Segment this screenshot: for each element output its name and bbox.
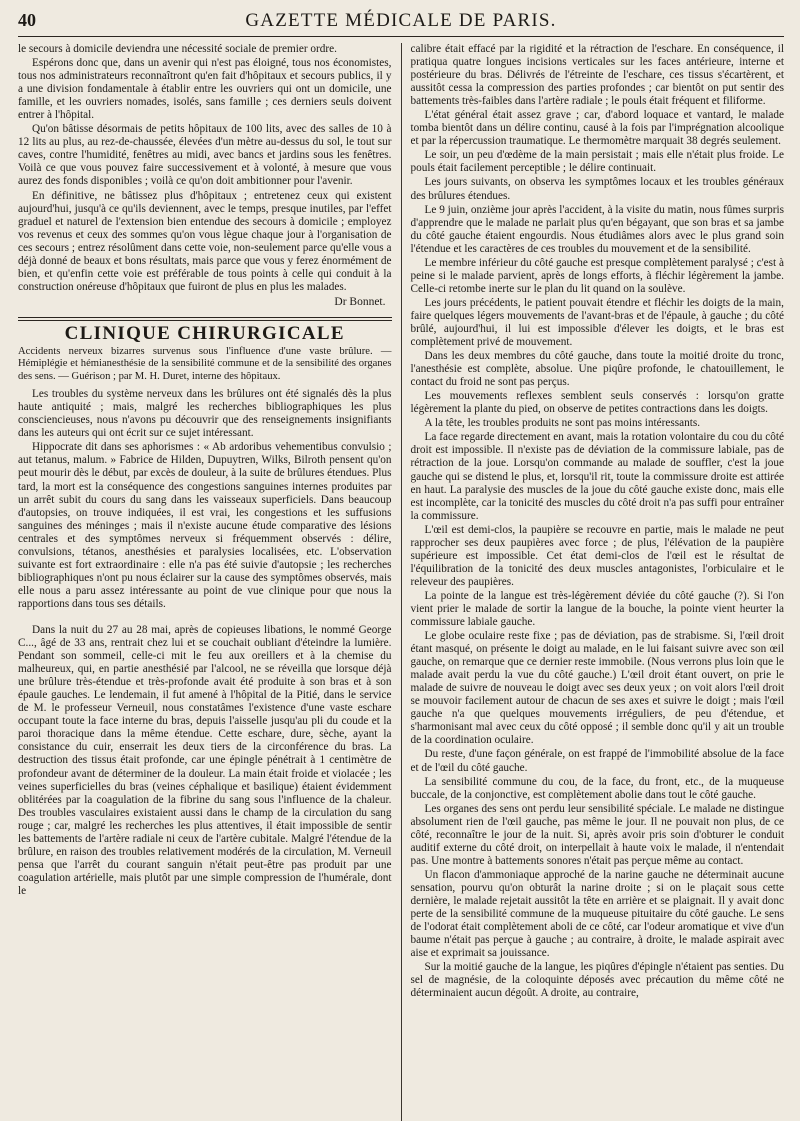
paragraph: L'état général était assez grave ; car, d'abord loquace et vantard, le malade tomba bientôt dans un délire continu, causé à la fois par l'imprégnation alcoolique et par la répercussion traumatique. Le thermomètre marquait 38 degrés seulement. xyxy=(410,109,784,148)
paragraph: Espérons donc que, dans un avenir qui n'est pas éloigné, tous nos économistes, tous nos administrateurs reconnaîtront qu'en fait d'hôpitaux et secours publics, il y a une division fondamentale à établir entre les ouvriers qui ont un domicile, une famille, et les ouvriers nomades, isolés, sans famille ; ces derniers seuls doivent entrer à l'hôpital. xyxy=(18,57,392,122)
paragraph: Dans la nuit du 27 au 28 mai, après de copieuses libations, le nommé George C..., âgé de 33 ans, rentrait chez lui et se couchait oubliant d'éteindre la lumière. Pendant son sommeil, celle-ci mit le feu aux oreillers et à la chemise du malheureux, qui, en partie anesthésié par l'alcool, ne se réveilla que lorsque déjà une brûlure très-étendue et très-profonde avait été produite à son bras et à son épaule gauches. Le lendemain, il fut amené à l'hôpital de la Pitié, dans le service de M. le professeur Verneuil, nous constatâmes l'existence d'une vaste eschare occupant toute la face interne du bras, depuis l'aisselle jusqu'au pli du coude et la paroi thoracique dans la même étendue. Cette eschare, dure, sèche, ayant la consistance du cuir, enserrait les deux tiers de la circonférence du bras. La destruction des tissus était profonde, car une épingle pénétrait à 1 centimètre de profondeur avant de déterminer de la douleur. La main était froide et violacée ; les veines superficielles du bras (veines céphalique et basilique) étaient évidemment oblitérées par la coagulation de la fibrine du sang sous l'influence de la chaleur. Des troubles vasculaires existaient aussi dans le champ de la circulation du sang rouge ; car, malgré les recherches les plus attentives, il était impossible de sentir les battements de l'artère radiale ni ceux de l'artère cubitale. Malgré l'étendue de la brûlure, en raison des troubles relativement modérés de la circulation, M. Verneuil pensa que l'arrêt du courant sanguin n'était peut-être pas produit par une coagulation artérielle, mais plutôt par une simple compression de l'humérale, dont le xyxy=(18,624,392,897)
section-title: CLINIQUE CHIRURGICALE xyxy=(64,322,345,344)
paragraph: le secours à domicile deviendra une nécessité sociale de premier ordre. xyxy=(18,43,337,55)
paragraph: Les jours suivants, on observa les symptômes locaux et les troubles généraux des brûlures étendues. xyxy=(410,176,784,202)
paragraph: Dans les deux membres du côté gauche, dans toute la moitié droite du tronc, l'anesthésie est complète, absolue. Une piqûre profonde, le chatouillement, le contact du froid ne sont pas perçus. xyxy=(410,350,784,389)
paragraph: Sur la moitié gauche de la langue, les piqûres d'épingle n'étaient pas senties. Du sel de magnésie, de la coloquinte déposés avec précaution du même côté ne déterminaient aucun dégoût. A droite, au contraire, xyxy=(410,961,784,1000)
paragraph: Les jours précédents, le patient pouvait étendre et fléchir les doigts de la main, faire quelques légers mouvements de l'avant-bras et de l'épaule, à gauche ; du côté brûlé, aujourd'hui, il lui est impossible d'élever les doigts, et le bras est complètement privé de mouvement. xyxy=(410,296,784,349)
paragraph: Un flacon d'ammoniaque approché de la narine gauche ne déterminait aucune sensation, pourvu qu'on obturât la narine droite ; si on le plaçait sous cette dernière, le malade rejetait aussitôt la tête en arrière et se plaignait. Il y avait donc perte de la sensibilité commune de la muqueuse pituitaire du côté gauche. Le sens de l'odorat était complètement aboli de ce côté, car l'odeur aromatique et vive d'un baume n'était pas perçue à gauche ; au contraire, à droite, le malade aspirait avec aise et exprimait sa jouissance. xyxy=(410,868,784,960)
paragraph: En définitive, ne bâtissez plus d'hôpitaux ; entretenez ceux qui existent aujourd'hui, jusqu'à ce qu'ils deviennent, avec le temps, presque inutiles, par l'effet graduel et naturel de l'extension bien entendue des secours à domicile ; employez vos revenus et ceux des sommes qu'on vous lègue chaque jour à l'organisation de ces secours ; entrez résolûment dans cette voie, non-seulement parce qu'elle vous a déjà donné de beaux et bons résultats, mais parce que vous y ferez énormément de bien, et qu'enfin cette voie est préférable de tous points à celle qui conduit à la construction onéreuse d'hôpitaux que fuiront de plus en plus les malades. xyxy=(18,189,392,293)
paragraph: Le membre inférieur du côté gauche est presque complètement paralysé ; c'est à peine si le malade parvient, après de longs efforts, à fléchir légèrement la jambe. Celle-ci retombe inerte sur le plan du lit quand on la soulève. xyxy=(410,256,784,295)
section-divider xyxy=(18,317,392,321)
paragraph: Hippocrate dit dans ses aphorismes : « Ab ardoribus vehementibus convulsio ; aut tetanus, malum. » Fabrice de Hilden, Dupuytren, Wilks, Bilroth pensent qu'on peut mourir dès le début, par excès de douleur, à la suite de brûlures étendues. Plus tard, la mort est la conséquence des congestions sanguines internes produites par un arrêt subit du cours du sang dans les vaisseaux superficiels. Dans beaucoup d'autopsies, on trouve indiquées, il est vrai, les congestions et les suffusions sanguines des méninges ; mais il n'existe aucune étude comparative des lésions centrales et des symptômes nerveux si fréquemment observés : délire, convulsions, tétanos, anesthésies et paralysies localisées, etc. L'observation suivante est fort extraordinaire : elle n'a pas été suivie d'autopsie ; les recherches bibliographiques n'ont pu nous éclairer sur la cause des symptômes observés, mais elle nous a paru assez intéressante au point de vue clinique pour que nous la rapportions dans tous ses détails. xyxy=(18,441,392,610)
paragraph: Le soir, un peu d'œdème de la main persistait ; mais elle n'était plus froide. Le pouls était facilement perceptible ; le délire continuait. xyxy=(410,149,784,175)
paragraph: La sensibilité commune du cou, de la face, du front, etc., de la muqueuse buccale, de la conjonctive, est complètement abolie dans tout le côté gauche. xyxy=(410,775,784,801)
paragraph: calibre était effacé par la rigidité et la rétraction de l'eschare. En conséquence, il pratiqua quatre longues incisions verticales sur les faces antérieure, interne et postérieure du bras. Délivrés de l'étreinte de l'eschare, ces tissus s'écartèrent, et aussitôt cessa la compression des parties profondes ; car bientôt on put sentir des battements très-faibles dans l'artère radiale ; le pouls était fréquent et filiforme. xyxy=(410,43,784,108)
article-subtitle: Accidents nerveux bizarres survenus sous l'influence d'une vaste brûlure. — Hémiplégie et hémianesthésie de la sensibilité commune et de la sensibilité des organes des sens. — Guérison ; par M. H. Duret, interne des hôpitaux. xyxy=(18,345,392,382)
paragraph: Du reste, d'une façon générale, on est frappé de l'immobilité absolue de la face et de l'œil du côté gauche. xyxy=(410,748,784,774)
paragraph-gap xyxy=(18,612,392,624)
paragraph: Les mouvements reflexes semblent seuls conservés : lorsqu'on gratte légèrement la plante du pied, on observe de petites contractions dans les doigts. xyxy=(410,390,784,416)
left-column xyxy=(18,43,401,1121)
page-number: 40 xyxy=(18,10,36,30)
text-columns xyxy=(18,43,784,1121)
paragraph: Le 9 juin, onzième jour après l'accident, à la visite du matin, nous fûmes surpris d'apprendre que le malade ne parlait plus qu'en bégayant, que son bras et sa jambe du côté gauche étaient engourdis. Nous étudiâmes alors avec le plus grand soin l'étendue et les caractères de ces troubles du mouvement et de la sensibilité. xyxy=(410,203,784,255)
paragraph: Qu'on bâtisse désormais de petits hôpitaux de 100 lits, avec des salles de 10 à 12 lits au plus, au rez-de-chaussée, élevées d'un mètre au-dessus du sol, le tout sur caves, contre l'humidité, fenêtres au midi, avec bancs et jardins sous les fenêtres. Voilà ce que vous pouvez faire successivement et à volonté, à mesure que vous aurez des fonds disponibles ; voilà ce qu'on doit ambitionner pour l'avenir. xyxy=(18,123,392,188)
journal-title: GAZETTE MÉDICALE DE PARIS. xyxy=(245,10,557,31)
paragraph: Le globe oculaire reste fixe ; pas de déviation, pas de strabisme. Si, l'œil droit étant masqué, on présente le doigt au malade, en le lui faisant suivre avec son œil gauche, on remarque que ce dernier reste immobile. (Nous verrons plus loin que le malade avait perdu la vue du côté gauche.) L'œil droit étant ouvert, on prie le malade de suivre de nouveau le doigt avec ses deux yeux ; on voit alors l'œil droit se mouvoir facilement autour de chacun de ses axes et suivre le doigt ; mais l'œil gauche n'a que quelques mouvements irréguliers, de peu d'étendue, et s'harmonisant mal avec ceux du côté opposé ; il semble donc qu'il y ait un trouble de la coordination oculaire. xyxy=(410,630,784,747)
paragraph: La face regarde directement en avant, mais la rotation volontaire du cou du côté droit est impossible. Il n'existe pas de déviation de la commissure labiale, pas de rétraction de la joue. Lorsqu'on commande au malade de souffler, c'est la joue gauche qui se distend le plus, et, lorsqu'il rit, toute la commissure droite est attirée en haut. La paralysie des muscles de la joue du côté gauche existe donc, mais elle est incomplète, car la tonicité des muscles du côté droit n'a pas suffi pour entraîner la commissure. xyxy=(410,431,784,522)
paragraph: Les organes des sens ont perdu leur sensibilité spéciale. Le malade ne distingue absolument rien de l'œil gauche, pas même le jour. Il ne pouvait non plus, de ce côté, reconnaître le jour de la nuit. Si, après avoir pris soin d'obturer le conduit auditif externe du côté droit, on interpellait à haute voix le malade, il n'entendait pas. Une montre à battements sonores n'était pas perçue même au contact. xyxy=(410,802,784,867)
page-header xyxy=(18,10,784,37)
paragraph: A la tête, les troubles produits ne sont pas moins intéressants. xyxy=(424,417,701,430)
paragraph: La pointe de la langue est très-légèrement déviée du côté gauche (?). Si l'on vient prier le malade de sortir la langue de la bouche, la pointe vient heurter la commissure labiale gauche. xyxy=(410,589,784,629)
right-column xyxy=(401,43,785,1121)
author-signature: Dr Bonnet. xyxy=(334,295,386,308)
paragraph: L'œil est demi-clos, la paupière se recouvre en partie, mais le malade ne peut rapprocher ses deux paupières avec force ; de plus, l'élévation de la paupière supérieure est impossible. Cet état demi-clos de l'œil est le résultat de l'équilibration de la tonicité des deux muscles antagonistes, l'orbiculaire et le releveur des paupières. xyxy=(410,523,784,588)
paragraph: Les troubles du système nerveux dans les brûlures ont été signalés dès la plus haute antiquité ; mais, malgré les recherches bibliographiques les plus consciencieuses, nous n'avons pu découvrir que des renseignements insignifiants dans les auteurs qui ont écrit sur ce sujet intéressant. xyxy=(18,388,392,440)
